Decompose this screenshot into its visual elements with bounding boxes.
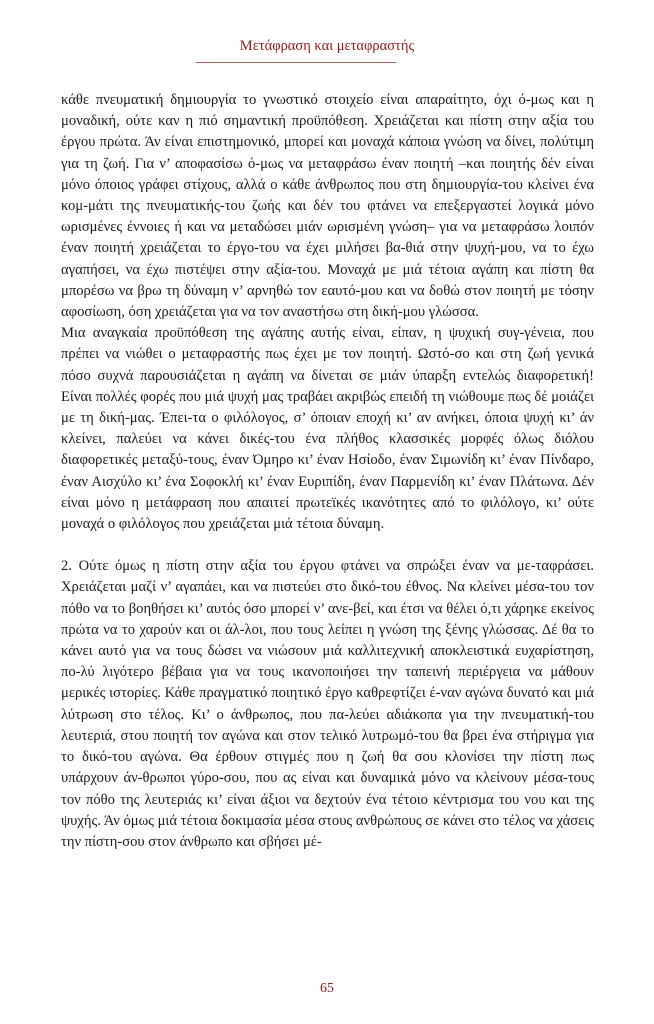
page-number: 65 [320, 981, 334, 996]
page-body [61, 90, 594, 853]
running-head: Μετάφραση και μεταφραστής [239, 38, 415, 54]
paragraph: κάθε πνευματική δημιουργία το γνωστικό στοιχείο είναι απαραίτητο, όχι ό-μως και η μοναδική, ούτε καν η πιό σημαντική προϋπόθεση. Χρειάζεται και πίστη στην αξία του έργου πρώτα. Άν είναι επιστημονικό, μπορεί και μοναχά κάποια γνώση να δίνει, πολύτιμη για τη ζωή. Για ν’ αποφασίσω ό-μως να μεταφράσω έναν ποιητή –και ποιητής δέν είναι μόνο όποιος γράφει στίχους, αλλά ο κάθε άνθρωπος που στη δημιουργία-του κλείνει ένα κομ-μάτι της πνευματικής-του ζωής και δέν του φτάνει να επεξεργαστεί λογικά μόνο ωρισμένες έννοιες ή και να μεταδώσει μιάν ωρισμένη γνώση– για να μεταφράσω λοιπόν έναν ποιητή χρειάζεται το έργο-του να έχει μιλήσει βα-θιά στην ψυχή-μου, να το έχω αγαπήσει, να έχω πιστέψει στην αξία-του. Μοναχά με μιά τέτοια αγάπη και πίστη θα μπορέσω να βρω τη δύναμη ν’ αρνηθώ τον εαυτό-μου και να δοθώ στον ποιητή με τόσην αφοσίωση, όση χρειάζεται για να τον αναστήσω στη δική-μου γλώσσα. [61, 92, 594, 321]
paragraph-section-2: 2. Ούτε όμως η πίστη στην αξία του έργου φτάνει να σπρώξει έναν να με-ταφράσει. Χρειάζεται μαζί ν’ αγαπάει, και να πιστεύει στο δικό-του έθνος. Να κλείνει μέσα-του τον πόθο να το βοηθήσει κι’ αυτός όσο μπορεί ν’ ανε-βεί, και έτσι να θέλει ό,τι χάρηκε εκείνος πρώτα να το χαρούν και οι άλ-λοι, που τους λείπει η γνώση της ξένης γλώσσας. Δέ θα το κάνει αυτό για να τους δώσει να νιώσουν μιά καλλιτεχνική αποκλειστικά ευχαρίστηση, πο-λύ λιγότερο βέβαια για να τους ικανοποιήσει την ταπεινή περιέργεια να μάθουν μερικές ιστορίες. Κάθε πραγματικό ποιητικό έργο καθρεφτίζει έ-ναν αγώνα δυνατό και μιά λύτρωση στο τέλος. Κι’ ο άνθρωπος, που πα-λεύει αδιάκοπα για την πνευματική-του λευτεριά, στου ποιητή τον αγώνα και στον τελικό λυτρωμό-του θα βρει ένα στήριγμα για το δικό-του αγώνα. Θα έρθουν στιγμές που η ζωή θα σου κλονίσει την πίστη πως υπάρχουν άν-θρωποι γύρο-σου, που ας είναι και δυναμικά μόνο να κλείνουν μέσα-τους τον πόθο της λευτεριάς κι’ είναι άξιοι να δεχτούν ένα τέτοιο κέντρισμα του νου και της ψυχής. Άν όμως μιά τέτοια δοκιμασία μέσα στους ανθρώπους σε κάνει στο τέλος να χάσεις την πίστη-σου στον άνθρωπο και σβήσει μέ- [61, 558, 594, 850]
paragraph: Μια αναγκαία προϋπόθεση της αγάπης αυτής είναι, είπαν, η ψυχική συγ-γένεια, που πρέπει να νιώθει ο μεταφραστής πως έχει με τον ποιητή. Ωστό-σο και στη ζωή γενικά πόσο συχνά παρουσιάζεται η αγάπη να δίνεται σε μιάν ύπαρξη εντελώς διαφορετική! Είναι πολλές φορές που μιά ψυχή μας τραβάει ακριβώς επειδή τη νιώθουμε πως δέ μοιάζει με τη δική-μας. Έπει-τα ο φιλόλογος, σ’ όποιαν εποχή κι’ αν ανήκει, όποια ψυχή κι’ άν κλείνει, παλεύει να κάνει δικές-του ένα πλήθος κλασσικές μορφές όλως διόλου διαφορετικές μεταξύ-τους, έναν Όμηρο κι’ έναν Ησίοδο, έναν Σιμωνίδη κι’ έναν Πίνδαρο, έναν Αισχύλο κι’ ένα Σοφοκλή κι’ έναν Ευριπίδη, έναν Παρμενίδη κι’ έναν Πλάτωνα. Δέν είναι μόνο η μετάφραση που απαιτεί πρωτεϊκές ικανότητες από το φιλόλογο, κι’ ούτε μοναχά ο φιλόλογος που χρειάζεται μιά τέτοια δύναμη. [61, 325, 594, 533]
header-rule [196, 62, 396, 63]
